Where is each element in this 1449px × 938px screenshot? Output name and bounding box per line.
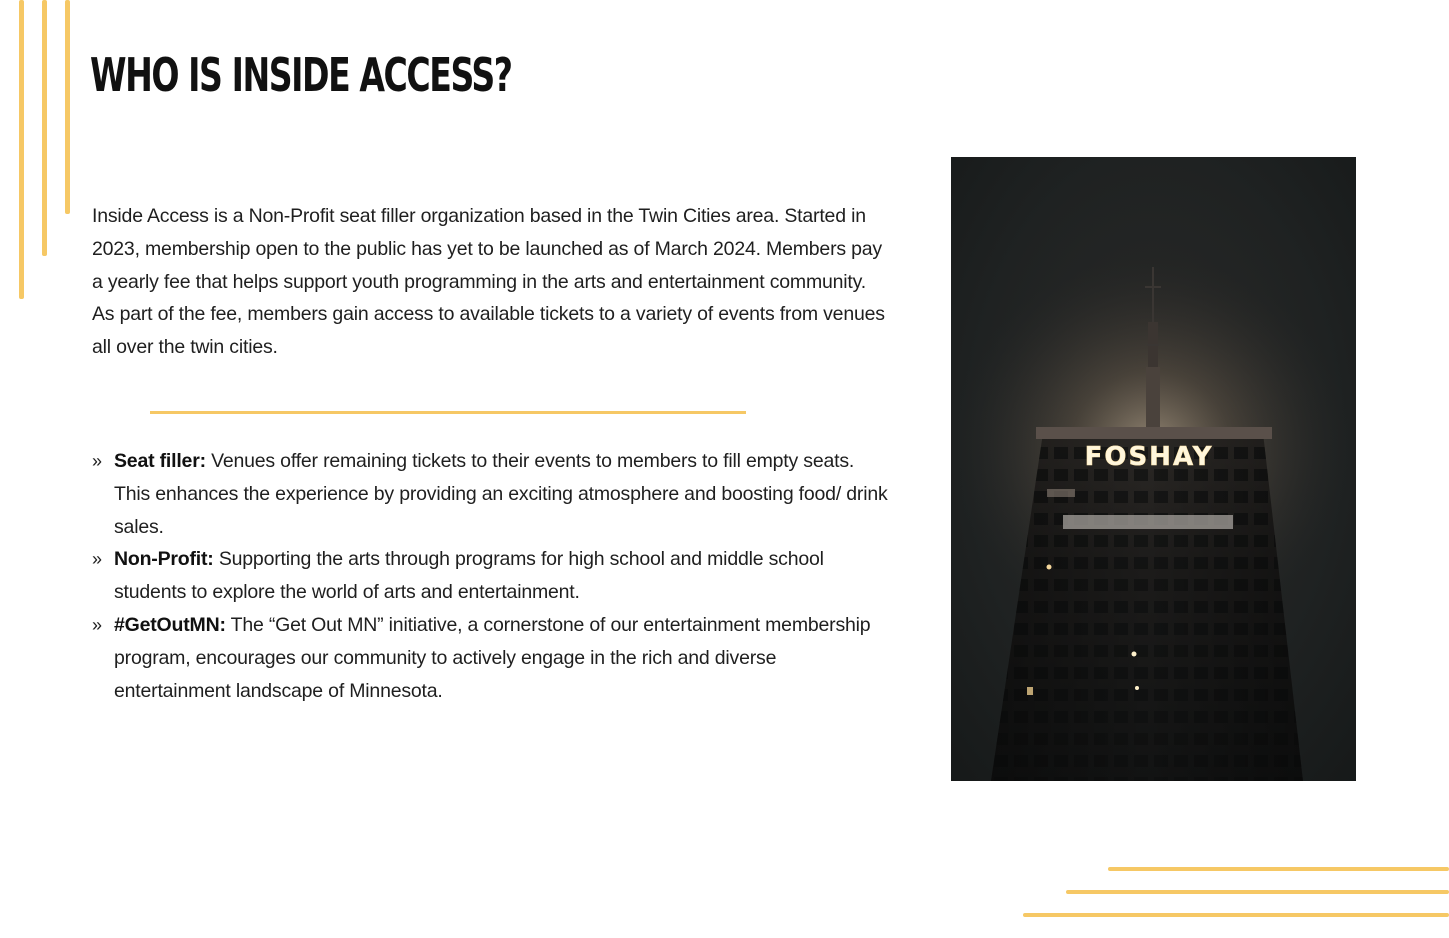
foshay-tower-photo <box>951 157 1356 781</box>
list-item-getoutmn <box>92 609 892 707</box>
bullet-term: Seat filler: <box>114 450 206 472</box>
bullet-text: Venues offer remaining tickets to their events to members to fill empty seats. This enhances the experience by providing an exciting atmosphere and boosting food/ drink sales. <box>114 450 888 538</box>
list-item-seat-filler <box>92 445 892 543</box>
accent-line-vertical-2 <box>42 0 47 256</box>
bullet-marker-icon: » <box>92 451 102 471</box>
tower-building <box>991 427 1303 781</box>
accent-line-vertical-1 <box>19 0 24 299</box>
list-item-non-profit <box>92 543 892 609</box>
bullet-text: The “Get Out MN” initiative, a cornerstone of our entertainment membership program, encourages our community to actively engage in the rich and diverse entertainment landscape of Minnesota. <box>114 613 871 702</box>
bullet-text: Supporting the arts through programs for high school and middle school students to explore the world of arts and entertainment. <box>114 548 824 604</box>
accent-line-horizontal-3 <box>1023 913 1449 917</box>
page-title: WHO IS INSIDE ACCESS? <box>90 48 512 102</box>
feature-list <box>92 445 892 707</box>
bullet-marker-icon: » <box>92 549 102 570</box>
intro-paragraph: Inside Access is a Non-Profit seat filler organization based in the Twin Cities area. Started in 2023, membership open to the public has yet to be launched as of March 2024. Members pay a yearly fee that helps support youth programming in the arts and entertainment community. As part of the fee, members gain access to available tickets to a variety of events from venues all over the twin cities. <box>92 205 885 359</box>
bullet-term: Non-Profit: <box>114 548 214 571</box>
accent-line-horizontal-1 <box>1108 867 1449 871</box>
bullet-marker-icon: » <box>92 614 102 635</box>
accent-line-vertical-3 <box>65 0 70 214</box>
accent-line-horizontal-2 <box>1066 890 1449 894</box>
bullet-term: #GetOutMN: <box>114 613 226 636</box>
foshay-sign-text: FOSHAY <box>1084 442 1214 472</box>
section-divider <box>150 411 746 414</box>
